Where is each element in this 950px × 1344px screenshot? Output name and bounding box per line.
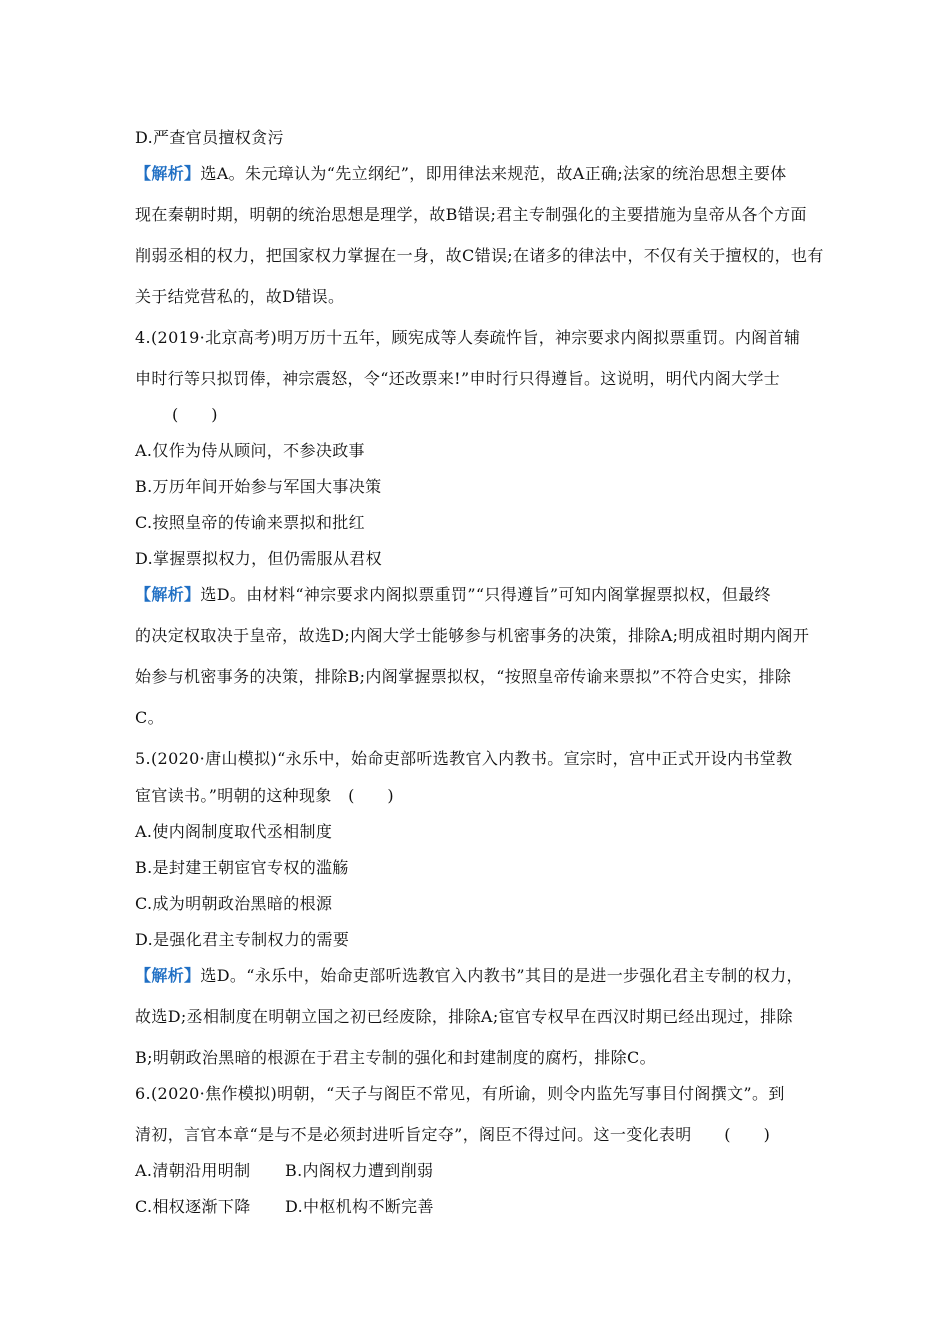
q6-option-d: D.中枢机构不断完善 bbox=[285, 1197, 434, 1216]
q6-option-a: A.清朝沿用明制 bbox=[135, 1161, 251, 1180]
q6-stem-line-1: 6.(2020·焦作模拟)明朝，“天子与阁臣不常见，有所谕，则令内监先写事目付阁撰文”。到 bbox=[135, 1084, 785, 1103]
q4-stem-line-1: 4.(2019·北京高考)明万历十五年，顾宪成等人奏疏忤旨，神宗要求内阁拟票重罚。内阁首辅 bbox=[135, 328, 801, 347]
q5-option-a: A.使内阁制度取代丞相制度 bbox=[135, 822, 333, 841]
q5-analysis-line-1: 【解析】选D。“永乐中，始命吏部听选教官入内教书”其目的是进一步强化君主专制的权力， bbox=[135, 966, 803, 985]
q4-option-a: A.仅作为侍从顾问，不参决政事 bbox=[135, 441, 365, 460]
q5-option-b: B.是封建王朝宦官专权的滥觞 bbox=[135, 858, 349, 877]
q4-analysis-line-1: 【解析】选D。由材料“神宗要求内阁拟票重罚”“只得遵旨”可知内阁掌握票拟权，但最终 bbox=[135, 585, 771, 604]
q4-option-d: D.掌握票拟权力，但仍需服从君权 bbox=[135, 549, 382, 568]
analysis-tag: 【解析】 bbox=[135, 966, 201, 985]
analysis-tag: 【解析】 bbox=[135, 164, 201, 183]
q4-option-c: C.按照皇帝的传谕来票拟和批红 bbox=[135, 513, 366, 532]
q5-analysis-line-2: 故选D;丞相制度在明朝立国之初已经废除，排除A;宦官专权早在西汉时期已经出现过，排除 bbox=[135, 1007, 793, 1026]
q3-analysis-line-1: 【解析】选A。朱元璋认为“先立纲纪”，即用律法来规范，故A正确;法家的统治思想主要体 bbox=[135, 164, 787, 183]
q5-option-d: D.是强化君主专制权力的需要 bbox=[135, 930, 350, 949]
q5-stem-line-1: 5.(2020·唐山模拟)“永乐中，始命吏部听选教官入内教书。宣宗时，宫中正式开设内书堂教 bbox=[135, 749, 793, 768]
q6-options-row-2 bbox=[135, 1197, 434, 1217]
q3-analysis-line-3: 削弱丞相的权力，把国家权力掌握在一身，故C错误;在诸多的律法中，不仅有关于擅权的，也有 bbox=[135, 246, 824, 265]
q5-analysis-line-3: B;明朝政治黑暗的根源在于君主专制的强化和封建制度的腐朽，排除C。 bbox=[135, 1048, 656, 1067]
q3-analysis-line-2: 现在秦朝时期，明朝的统治思想是理学，故B错误;君主专制强化的主要措施为皇帝从各个方面 bbox=[135, 205, 807, 224]
analysis-tag: 【解析】 bbox=[135, 585, 201, 604]
q4-analysis-line-2: 的决定权取决于皇帝，故选D;内阁大学士能够参与机密事务的决策，排除A;明成祖时期内阁开 bbox=[135, 626, 810, 645]
q4-analysis-line-4: C。 bbox=[135, 708, 164, 727]
q3-analysis-line-4: 关于结党营私的，故D错误。 bbox=[135, 287, 345, 306]
q4-stem-line-2: 申时行等只拟罚俸，神宗震怒，令“还改票来!”申时行只得遵旨。这说明，明代内阁大学士 bbox=[135, 369, 781, 388]
q6-options-row-1 bbox=[135, 1161, 434, 1181]
q5-option-c: C.成为明朝政治黑暗的根源 bbox=[135, 894, 333, 913]
q6-stem-line-2: 清初，言官本章“是与不是必须封进听旨定夺”，阁臣不得过问。这一变化表明 ( ) bbox=[135, 1125, 771, 1144]
q6-option-b: B.内阁权力遭到削弱 bbox=[285, 1161, 434, 1180]
q6-option-c: C.相权逐渐下降 bbox=[135, 1197, 251, 1216]
q5-stem-line-2: 宦官读书。”明朝的这种现象 ( ) bbox=[135, 786, 394, 805]
q3-option-d: D.严查官员擅权贪污 bbox=[135, 128, 284, 147]
q4-answer-blank: ( ) bbox=[172, 405, 218, 424]
q4-analysis-line-3: 始参与机密事务的决策，排除B;内阁掌握票拟权，“按照皇帝传谕来票拟”不符合史实，排除 bbox=[135, 667, 792, 686]
q4-option-b: B.万历年间开始参与军国大事决策 bbox=[135, 477, 382, 496]
